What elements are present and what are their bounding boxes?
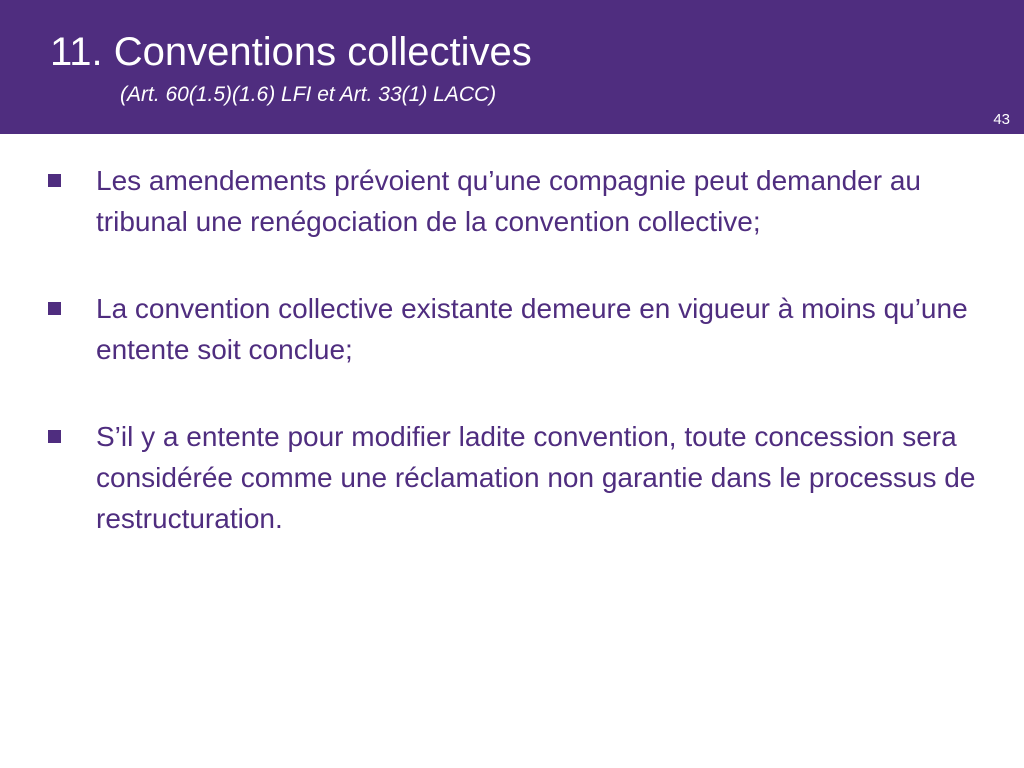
square-bullet-icon: [48, 302, 61, 315]
bullet-text: S’il y a entente pour modifier ladite convention, toute concession sera considérée comme une réclamation non garantie dans le processus de restructuration.: [96, 421, 976, 534]
bullet-item: [48, 160, 988, 242]
bullet-text: La convention collective existante demeure en vigueur à moins qu’une entente soit conclue;: [96, 293, 968, 365]
slide-title: 11. Conventions collectives: [50, 30, 532, 74]
slide-header: [0, 0, 1024, 134]
square-bullet-icon: [48, 174, 61, 187]
bullet-text: Les amendements prévoient qu’une compagnie peut demander au tribunal une renégociation de la convention collective;: [96, 165, 922, 237]
bullet-item: [48, 288, 988, 370]
slide-subtitle: (Art. 60(1.5)(1.6) LFI et Art. 33(1) LACC): [120, 83, 497, 106]
bullet-list: [48, 160, 988, 585]
page-number: 43: [993, 111, 1010, 128]
bullet-item: [48, 416, 988, 539]
square-bullet-icon: [48, 430, 61, 443]
